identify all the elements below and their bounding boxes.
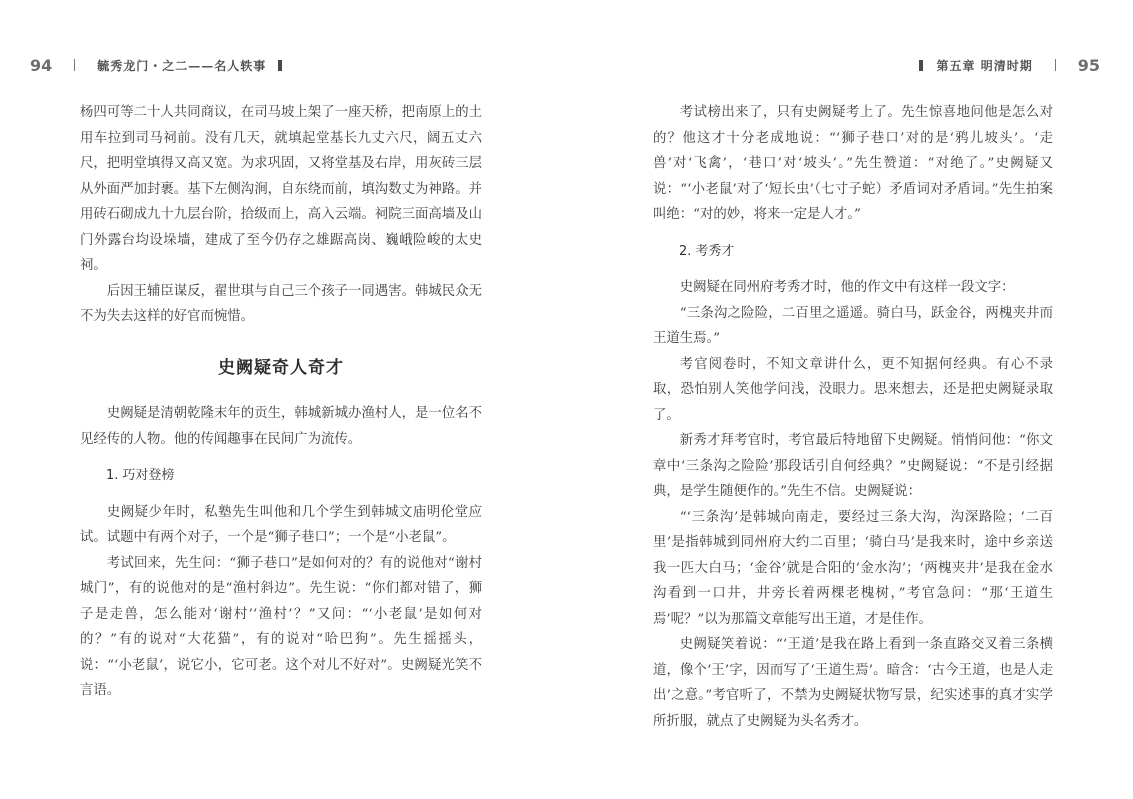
body-paragraph: “‘三条沟’是韩城向南走，要经过三条大沟，沟深路险；‘二百里’是指韩城到同州府大约二百里；‘骑白马’是我来时，途中乡亲送我一匹大白马；‘金谷’就是合阳的‘金水沟’；‘两槐夹井’是我在金水沟看到一口井，井旁长着两棵老槐树，”考官急问：“那‘王道生焉’呢？”以为那篇文章能写出王道，才是佳作。 <box>653 509 1053 627</box>
running-title: 毓秀龙门・之二——名人轶事 <box>97 58 267 73</box>
header-divider <box>74 59 75 71</box>
header-divider <box>1055 59 1056 71</box>
body-paragraph: 史阙疑少年时，私塾先生叫他和几个学生到韩城文庙明伦堂应试。试题中有两个对子，一个是“狮子巷口”；一个是“小老鼠”。 <box>80 504 482 545</box>
right-page-body <box>653 100 1053 734</box>
body-paragraph: 史阙疑笑着说：“‘王道’是我在路上看到一条直路交叉着三条横道，像个‘王’字，因而写了‘王道生焉’。暗含：‘古今王道，也是人走出’之意。”考官听了，不禁为史阙疑状物写景，纪实述事的真才实学所折服，就点了史阙疑为头名秀才。 <box>653 637 1053 729</box>
left-page-body <box>80 100 482 704</box>
body-paragraph: 后因王辅臣谋反，翟世琪与自己三个孩子一同遇害。韩城民众无不为失去这样的好官而惋惜。 <box>80 283 482 324</box>
subsection-heading <box>106 463 482 489</box>
body-paragraph: 杨四可等二十人共同商议，在司马坡上架了一座天桥，把南原上的土用车拉到司马祠前。没有几天，就填起堂基长九丈六尺，阔五丈六尺，把明堂填得又高又宽。为求巩固，又将堂基及右岸，用灰砖三层从外面严加封裹。基下左侧沟涧，自东绕而前，填沟数丈为神路。并用砖石砌成九十九层台阶，拾级而上，高入云端。祠院三面高墙及山门外露台均设垛墙，建成了至今仍存之雄踞高岗、巍峨险峻的太史祠。 <box>80 105 482 273</box>
body-paragraph: 史阙疑是清朝乾隆末年的贡生，韩城新城办渔村人，是一位名不见经传的人物。他的传闻趣事在民间广为流传。 <box>80 406 482 447</box>
body-paragraph: “三条沟之险险，二百里之遥遥。骑白马，跃金谷，两槐夹井而王道生焉。” <box>653 305 1053 346</box>
left-page-header <box>30 54 292 76</box>
subsection-title: 巧对登榜 <box>122 468 175 483</box>
body-paragraph: 考试回来，先生问：“狮子巷口”是如何对的？有的说他对“谢村城门”，有的说他对的是“渔村斜边”。先生说：“你们都对错了，狮子是走兽，怎么能对‘谢村’‘渔村’？”又问：“‘小老鼠’是如何对的？”有的说对“大花猫”，有的说对“哈巴狗”。先生摇摇头，说：“‘小老鼠’，说它小，它可老。这个对儿不好对”。史阙疑光笑不言语。 <box>80 555 482 698</box>
right-page <box>566 0 1133 799</box>
body-paragraph: 新秀才拜考官时，考官最后特地留下史阙疑。悄悄问他：“你文章中‘三条沟之险险’那段话引自何经典？”史阙疑说：“不是引经据典，是学生随便作的。”先生不信。史阙疑说： <box>653 433 1053 499</box>
subsection-title: 考秀才 <box>695 243 735 259</box>
subsection-heading <box>679 239 1053 265</box>
right-page-header <box>909 54 1100 76</box>
left-page <box>0 0 566 799</box>
page-number: 95 <box>1077 55 1100 75</box>
body-paragraph: 史阙疑在同州府考秀才时，他的作文中有这样一段文字： <box>679 280 1015 295</box>
section-title: 史阙疑奇人奇才 <box>218 357 344 378</box>
body-paragraph: 考试榜出来了，只有史阙疑考上了。先生惊喜地问他是怎么对的？他这才十分老成地说：“‘狮子巷口’对的是‘鸦儿坡头’。‘走兽’对‘飞禽’，‘巷口’对‘坡头’。”先生赞道：“对绝了。”史阙疑又说：“‘小老鼠’对了‘短长虫’（七寸子蛇）矛盾词对矛盾词。”先生拍案叫绝：“对的妙，将来一定是人才。” <box>653 105 1053 222</box>
running-title: 第五章 明清时期 <box>936 58 1033 73</box>
subsection-number: 2. <box>679 243 692 259</box>
subsection-number: 1. <box>106 468 119 483</box>
body-paragraph: 考官阅卷时，不知文章讲什么，更不知据何经典。有心不录取，恐怕别人笑他学问浅，没眼力。思来想去，还是把史阙疑录取了。 <box>653 356 1053 423</box>
header-block-mark <box>919 60 923 71</box>
page-number: 94 <box>30 55 53 75</box>
header-block-mark <box>278 60 282 71</box>
